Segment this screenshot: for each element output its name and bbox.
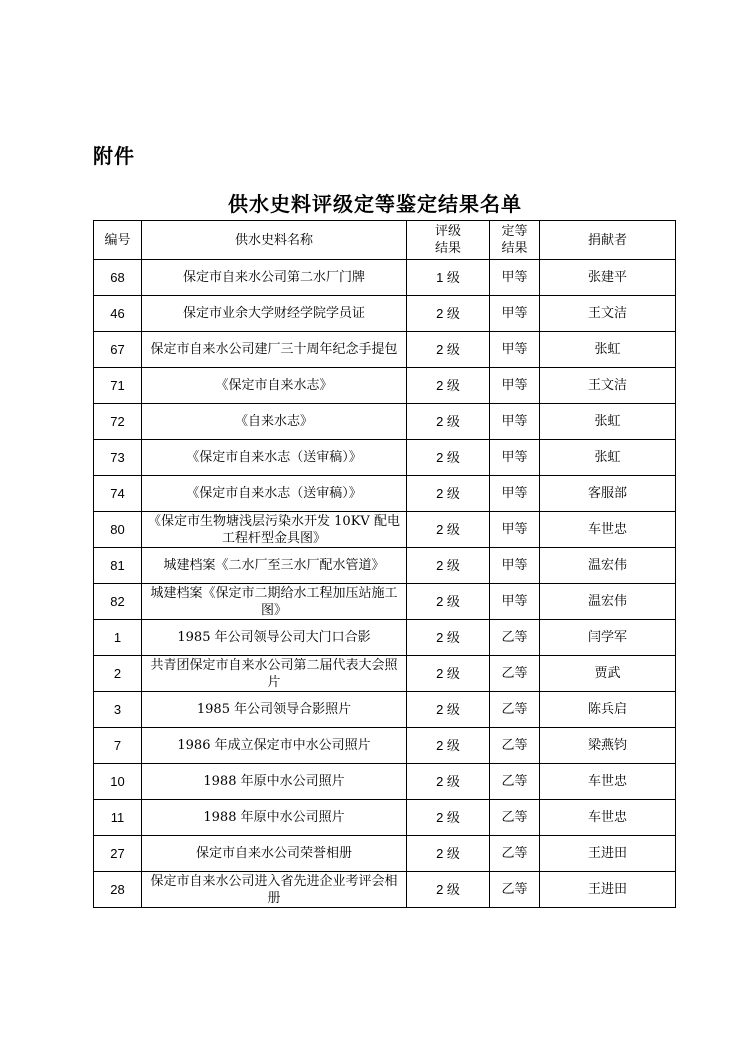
cell-rank: 甲等: [490, 548, 540, 584]
cell-rank: 乙等: [490, 656, 540, 692]
cell-name: 保定市业余大学财经学院学员证: [142, 296, 407, 332]
cell-rank: 甲等: [490, 440, 540, 476]
cell-num: 2: [94, 656, 142, 692]
cell-donor: 闫学军: [540, 620, 676, 656]
cell-rank: 乙等: [490, 620, 540, 656]
cell-grade: 2 级: [407, 332, 490, 368]
table-row: [94, 764, 676, 800]
table-row: [94, 440, 676, 476]
cell-donor: 车世忠: [540, 512, 676, 548]
attachment-label: 附件: [93, 144, 135, 168]
cell-name: 1988 年原中水公司照片: [142, 800, 407, 836]
table-body: [94, 260, 676, 908]
cell-grade: 2 级: [407, 764, 490, 800]
cell-num: 3: [94, 692, 142, 728]
cell-grade: 2 级: [407, 872, 490, 908]
cell-donor: 温宏伟: [540, 584, 676, 620]
cell-name: 保定市自来水公司第二水厂门牌: [142, 260, 407, 296]
table-row: [94, 872, 676, 908]
cell-donor: 张虹: [540, 404, 676, 440]
cell-grade: 2 级: [407, 728, 490, 764]
cell-rank: 甲等: [490, 332, 540, 368]
cell-grade: 2 级: [407, 836, 490, 872]
table-row: [94, 620, 676, 656]
cell-donor: 张虹: [540, 332, 676, 368]
cell-name: 《自来水志》: [142, 404, 407, 440]
cell-name: 1986 年成立保定市中水公司照片: [142, 728, 407, 764]
cell-grade: 2 级: [407, 800, 490, 836]
cell-num: 67: [94, 332, 142, 368]
cell-num: 71: [94, 368, 142, 404]
header-grade: 评级 结果: [407, 221, 490, 260]
cell-grade: 2 级: [407, 476, 490, 512]
cell-grade: 2 级: [407, 512, 490, 548]
cell-rank: 乙等: [490, 764, 540, 800]
cell-name: 《保定市生物塘浅层污染水开发 10KV 配电工程杆型金具图》: [142, 512, 407, 548]
cell-name: 《保定市自来水志（送审稿）》: [142, 476, 407, 512]
cell-rank: 甲等: [490, 404, 540, 440]
table-header-row: [94, 221, 676, 260]
cell-grade: 2 级: [407, 548, 490, 584]
cell-grade: 2 级: [407, 584, 490, 620]
cell-name: 城建档案《二水厂至三水厂配水管道》: [142, 548, 407, 584]
table-row: [94, 368, 676, 404]
cell-rank: 甲等: [490, 512, 540, 548]
table-row: [94, 296, 676, 332]
cell-num: 81: [94, 548, 142, 584]
table-row: [94, 584, 676, 620]
cell-donor: 张建平: [540, 260, 676, 296]
cell-name: 1985 年公司领导公司大门口合影: [142, 620, 407, 656]
cell-grade: 2 级: [407, 296, 490, 332]
table-row: [94, 800, 676, 836]
cell-grade: 1 级: [407, 260, 490, 296]
table-row: [94, 692, 676, 728]
cell-num: 1: [94, 620, 142, 656]
cell-donor: 王文洁: [540, 296, 676, 332]
cell-num: 28: [94, 872, 142, 908]
results-table: [93, 220, 676, 908]
header-num: 编号: [94, 221, 142, 260]
cell-num: 72: [94, 404, 142, 440]
cell-rank: 乙等: [490, 692, 540, 728]
cell-donor: 王进田: [540, 872, 676, 908]
cell-rank: 甲等: [490, 296, 540, 332]
cell-num: 46: [94, 296, 142, 332]
cell-donor: 梁燕钧: [540, 728, 676, 764]
table-row: [94, 404, 676, 440]
cell-name: 保定市自来水公司建厂三十周年纪念手提包: [142, 332, 407, 368]
table-row: [94, 836, 676, 872]
cell-grade: 2 级: [407, 692, 490, 728]
cell-num: 74: [94, 476, 142, 512]
cell-donor: 陈兵启: [540, 692, 676, 728]
cell-rank: 乙等: [490, 728, 540, 764]
table-row: [94, 548, 676, 584]
table-row: [94, 512, 676, 548]
cell-name: 城建档案《保定市二期给水工程加压站施工图》: [142, 584, 407, 620]
cell-num: 82: [94, 584, 142, 620]
cell-rank: 甲等: [490, 368, 540, 404]
table-row: [94, 656, 676, 692]
cell-num: 80: [94, 512, 142, 548]
cell-name: 《保定市自来水志》: [142, 368, 407, 404]
cell-donor: 王进田: [540, 836, 676, 872]
cell-rank: 甲等: [490, 584, 540, 620]
cell-grade: 2 级: [407, 404, 490, 440]
table-row: [94, 476, 676, 512]
cell-num: 7: [94, 728, 142, 764]
cell-num: 68: [94, 260, 142, 296]
cell-num: 11: [94, 800, 142, 836]
cell-num: 73: [94, 440, 142, 476]
table-row: [94, 332, 676, 368]
cell-donor: 客服部: [540, 476, 676, 512]
cell-name: 1988 年原中水公司照片: [142, 764, 407, 800]
cell-num: 10: [94, 764, 142, 800]
cell-grade: 2 级: [407, 368, 490, 404]
table-row: [94, 260, 676, 296]
cell-rank: 乙等: [490, 872, 540, 908]
header-rank: 定等 结果: [490, 221, 540, 260]
cell-name: 保定市自来水公司进入省先进企业考评会相册: [142, 872, 407, 908]
cell-donor: 车世忠: [540, 800, 676, 836]
cell-rank: 甲等: [490, 476, 540, 512]
cell-donor: 王文洁: [540, 368, 676, 404]
document-title: 供水史料评级定等鉴定结果名单: [228, 192, 522, 216]
header-name: 供水史料名称: [142, 221, 407, 260]
cell-donor: 温宏伟: [540, 548, 676, 584]
cell-name: 1985 年公司领导合影照片: [142, 692, 407, 728]
table-row: [94, 728, 676, 764]
cell-grade: 2 级: [407, 440, 490, 476]
cell-name: 保定市自来水公司荣誉相册: [142, 836, 407, 872]
cell-grade: 2 级: [407, 656, 490, 692]
cell-name: 《保定市自来水志（送审稿）》: [142, 440, 407, 476]
cell-grade: 2 级: [407, 620, 490, 656]
cell-donor: 车世忠: [540, 764, 676, 800]
header-donor: 捐献者: [540, 221, 676, 260]
cell-donor: 贾武: [540, 656, 676, 692]
cell-rank: 甲等: [490, 260, 540, 296]
cell-rank: 乙等: [490, 836, 540, 872]
cell-rank: 乙等: [490, 800, 540, 836]
cell-donor: 张虹: [540, 440, 676, 476]
cell-num: 27: [94, 836, 142, 872]
cell-name: 共青团保定市自来水公司第二届代表大会照片: [142, 656, 407, 692]
